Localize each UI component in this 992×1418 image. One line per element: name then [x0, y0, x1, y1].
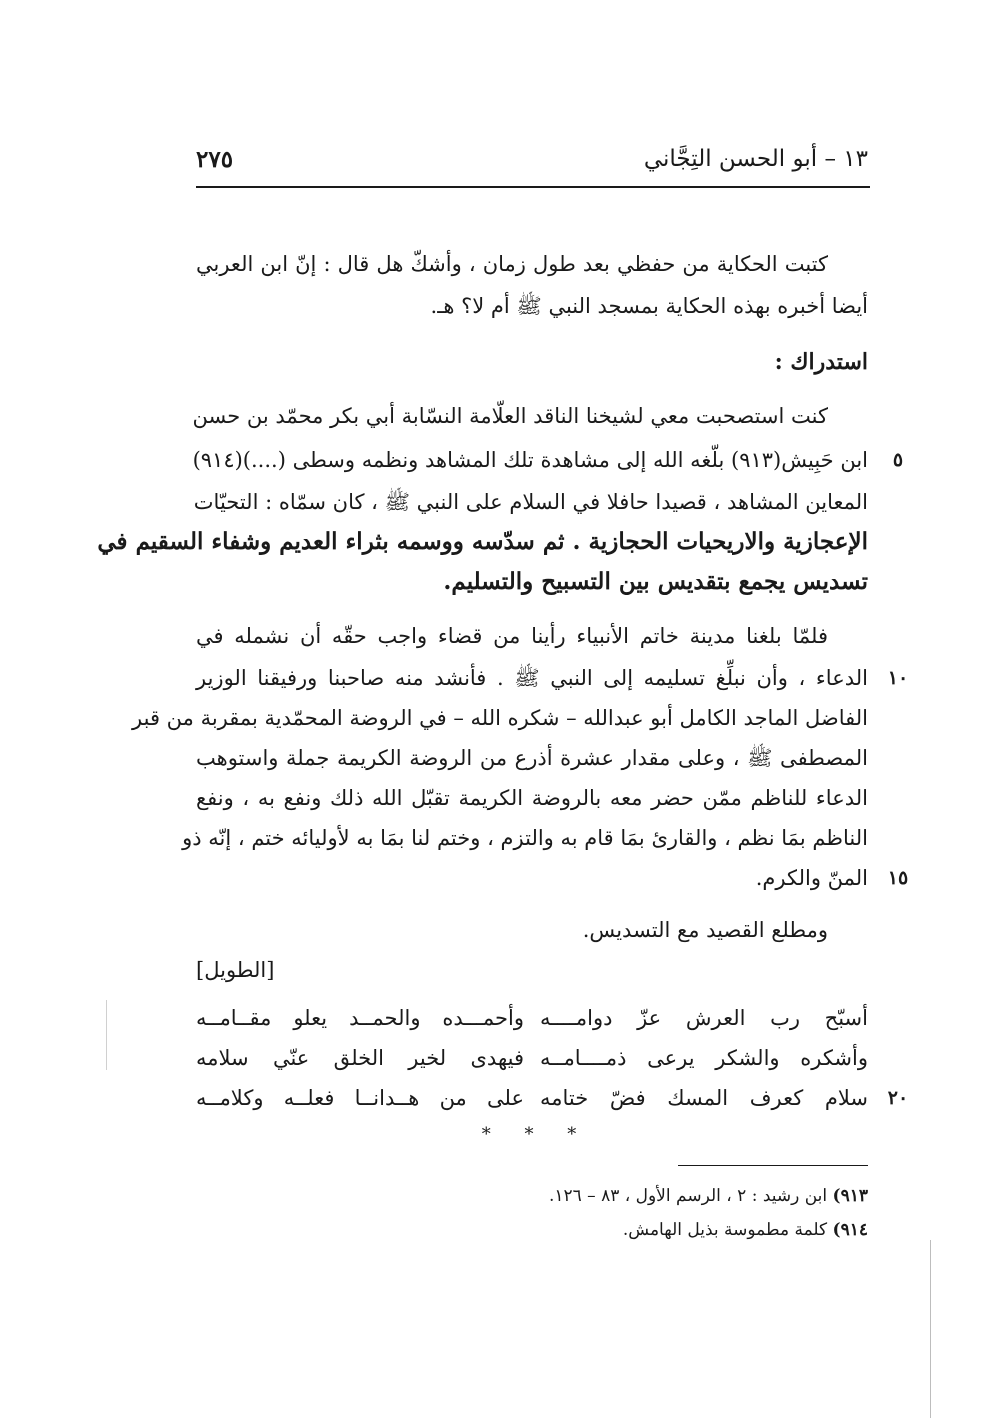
- line-number: ١٥: [887, 867, 909, 889]
- footnote-rule: [678, 1165, 868, 1166]
- verse-line: [196, 1040, 868, 1076]
- body-line: كنت استصحبت معي لشيخنا الناقد العلّامة النسّابة أبي بكر محمّد بن حسن: [192, 404, 828, 428]
- verse-second-hemistich: فيهدى لخير الخلق عنّي سلامه: [196, 1046, 524, 1070]
- verse-first-hemistich: وأشكره والشكر يرعى ذمــــامــه: [540, 1046, 868, 1070]
- section-ornament: * * *: [481, 1124, 591, 1145]
- verse-second-hemistich: وأحمـــده والحمــد يعلو مقــامــه: [196, 1006, 524, 1030]
- body-line: الدعاء للناظم ممّن حضر معه بالروضة الكريمة تقبّل الله ذلك ونفع به ، ونفع: [196, 786, 868, 810]
- body-line-bold: تسديس يجمع بتقديس بين التسبيح والتسليم.: [443, 568, 868, 595]
- body-line: أيضا أخبره بهذه الحكاية بمسجد النبي ﷺ أم لا؟ هـ.: [430, 294, 868, 318]
- body-line: الفاضل الماجد الكامل أبو عبدالله – شكره الله – في الروضة المحمّدية بمقربة من قبر: [132, 706, 868, 730]
- footnote-text: كلمة مطموسة بذيل الهامش.: [622, 1220, 828, 1240]
- body-line: كتبت الحكاية من حفظي بعد طول زمان ، وأشكّ هل قال : إنّ ابن العربي: [196, 252, 828, 276]
- meter-label: [الطويل]: [196, 958, 275, 982]
- section-heading: استدراك :: [774, 349, 868, 375]
- verse-first-hemistich: أسبّح رب العرش عزّ دوامــــه: [540, 1006, 868, 1030]
- line-number: ٢٠: [887, 1087, 909, 1109]
- body-line: الناظم بمَا نظم ، والقارئ بمَا قام به والتزم ، وختم لنا بمَا به لأوليائه ختم ، إنّه ذو: [182, 826, 868, 850]
- body-line: ابن حَبِيش(٩١٣) بلّغه الله إلى مشاهدة تلك المشاهد ونظمه وسطى (....)(٩١٤): [192, 448, 868, 472]
- body-line: المعاين المشاهد ، قصيدا حافلا في السلام على النبي ﷺ ، كان سمّاه : التحيّات: [193, 490, 868, 514]
- body-line: ومطلع القصيد مع التسديس.: [582, 918, 828, 942]
- body-line: الدعاء ، وأن نبلِّغ تسليمه إلى النبي ﷺ . فأنشد منه صاحبنا ورفيقنا الوزير: [196, 666, 868, 690]
- verse-second-hemistich: على من هــدانــا فعلــه وكلامــه: [196, 1086, 524, 1110]
- footnote-text: ابن رشيد : ٢ ، الرسم الأول ، ٨٣ – ١٢٦.: [548, 1186, 828, 1206]
- running-header: [196, 142, 868, 182]
- footnote: [360, 1180, 868, 1212]
- verse-line: [196, 1080, 868, 1116]
- body-line: المنّ والكرم.: [755, 866, 868, 890]
- scan-edge-line: [106, 1000, 107, 1070]
- scan-edge-line: [930, 1240, 931, 1418]
- body-line: فلمّا بلغنا مدينة خاتم الأنبياء رأينا من قضاء واجب حقّه أن نشمله في: [196, 624, 828, 648]
- chapter-title: ١٣ – أبو الحسن التِجَّاني: [643, 146, 868, 172]
- body-line-bold: الإعجازية والاريحيات الحجازية . ثم سدّسه ووسمه بثراء العديم وشفاء السقيم في: [97, 528, 868, 555]
- header-rule: [196, 186, 870, 188]
- footnote-number: ٩١٣): [832, 1186, 868, 1206]
- page-number: ٢٧٥: [196, 146, 234, 173]
- footnote-number: ٩١٤): [832, 1220, 868, 1240]
- verse-line: [196, 1000, 868, 1036]
- body-line: المصطفى ﷺ ، وعلى مقدار عشرة أذرع من الروضة الكريمة جملة واستوهب: [196, 746, 868, 770]
- line-number: ٥: [892, 449, 904, 471]
- footnote: [360, 1214, 868, 1246]
- verse-first-hemistich: سلام كعرف المسك فضّ ختامه: [540, 1086, 868, 1110]
- line-number: ١٠: [887, 667, 909, 689]
